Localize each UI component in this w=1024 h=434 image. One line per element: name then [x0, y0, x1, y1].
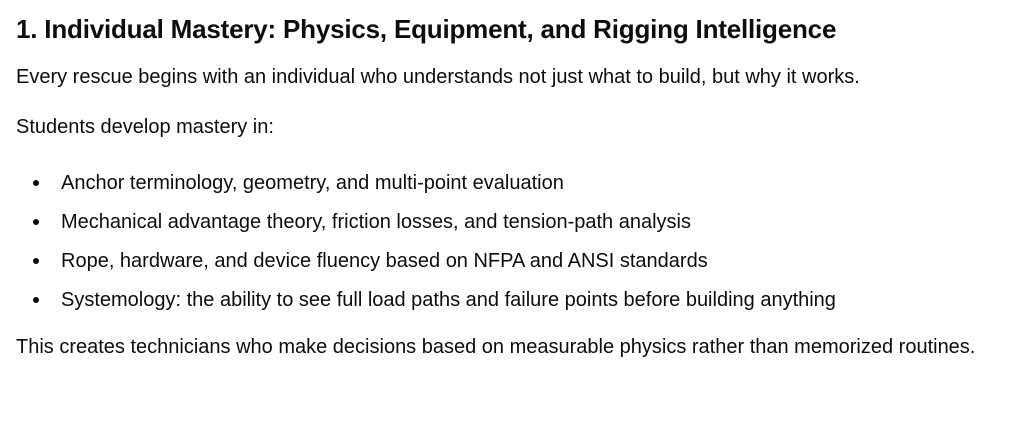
list-item-text: Anchor terminology, geometry, and multi-point evaluation — [61, 172, 564, 194]
list-item — [16, 248, 1008, 274]
list-item — [16, 209, 1008, 235]
lead-in-paragraph: Students develop mastery in: — [16, 116, 274, 138]
bullet-dot-icon — [33, 297, 39, 303]
list-item-text: Rope, hardware, and device fluency based on NFPA and ANSI standards — [61, 250, 708, 272]
bullet-dot-icon — [33, 258, 39, 264]
closing-paragraph: This creates technicians who make decisions based on measurable physics rather than memorized routines. — [16, 336, 976, 358]
mastery-bullet-list — [16, 170, 1008, 313]
bullet-dot-icon — [33, 219, 39, 225]
intro-paragraph: Every rescue begins with an individual who understands not just what to build, but why it works. — [16, 66, 860, 88]
bullet-dot-icon — [33, 180, 39, 186]
list-item-text: Systemology: the ability to see full load paths and failure points before building anything — [61, 289, 836, 311]
list-item — [16, 170, 1008, 196]
section-heading: 1. Individual Mastery: Physics, Equipment, and Rigging Intelligence — [16, 14, 837, 44]
list-item-text: Mechanical advantage theory, friction losses, and tension-path analysis — [61, 211, 691, 233]
list-item — [16, 287, 1008, 313]
